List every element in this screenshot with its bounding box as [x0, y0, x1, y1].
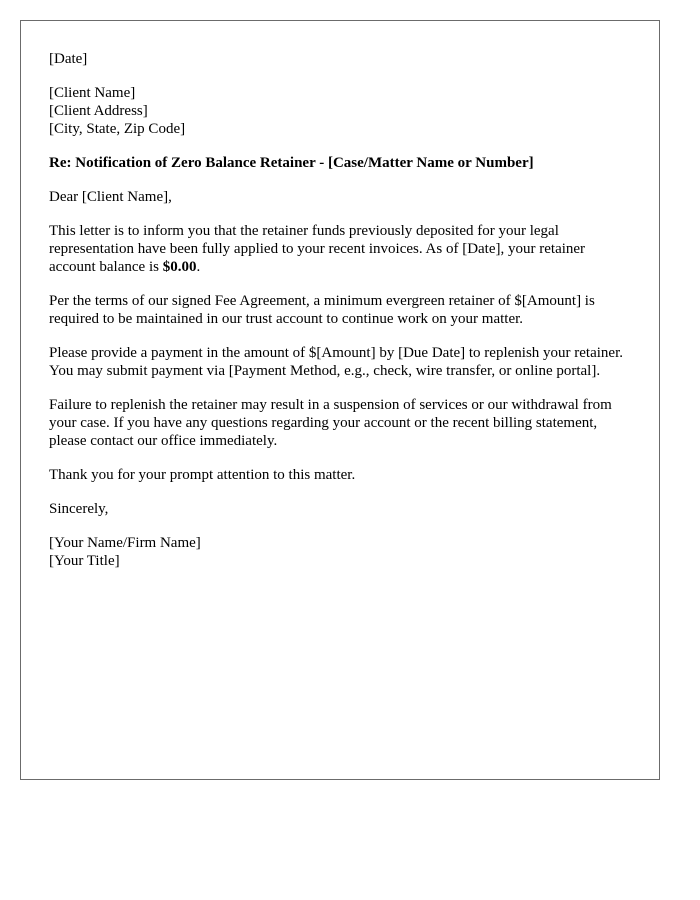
recipient-address: [Client Address] — [49, 103, 148, 119]
signature-block — [49, 534, 631, 570]
letter-page — [20, 20, 660, 780]
paragraph-failure-warning: Failure to replenish the retainer may result in a suspension of services or our withdrawal from your case. If you have any questions regarding your account or the recent billing statement, please contact our office immediately. — [49, 397, 612, 449]
recipient-address-block — [49, 84, 631, 138]
balance-amount: $0.00 — [162, 259, 197, 275]
paragraph-balance-notice — [49, 222, 631, 276]
salutation: Dear [Client Name], — [49, 189, 172, 205]
subject-line: Re: Notification of Zero Balance Retainer - [Case/Matter Name or Number] — [49, 155, 534, 171]
paragraph-balance-end: . — [196, 259, 201, 275]
letter-date — [49, 50, 631, 68]
recipient-name: [Client Name] — [49, 85, 136, 101]
signature-title: [Your Title] — [49, 553, 120, 569]
paragraph-thank-you: Thank you for your prompt attention to this matter. — [49, 467, 356, 483]
signature-name: [Your Name/Firm Name] — [49, 535, 201, 551]
closing: Sincerely, — [49, 501, 109, 517]
paragraph-fee-agreement: Per the terms of our signed Fee Agreement, a minimum evergreen retainer of $[Amount] is required to be maintained in our trust account to continue work on your matter. — [49, 293, 595, 327]
recipient-city-state-zip: [City, State, Zip Code] — [49, 121, 186, 137]
date-text: [Date] — [49, 51, 88, 67]
paragraph-payment-request: Please provide a payment in the amount of $[Amount] by [Due Date] to replenish your retainer. You may submit payment via [Payment Method, e.g., check, wire transfer, or online portal]. — [49, 345, 623, 379]
paragraph-balance-text: This letter is to inform you that the retainer funds previously deposited for your legal representation have been fully applied to your recent invoices. As of [Date], your retainer account balance is — [49, 223, 586, 275]
